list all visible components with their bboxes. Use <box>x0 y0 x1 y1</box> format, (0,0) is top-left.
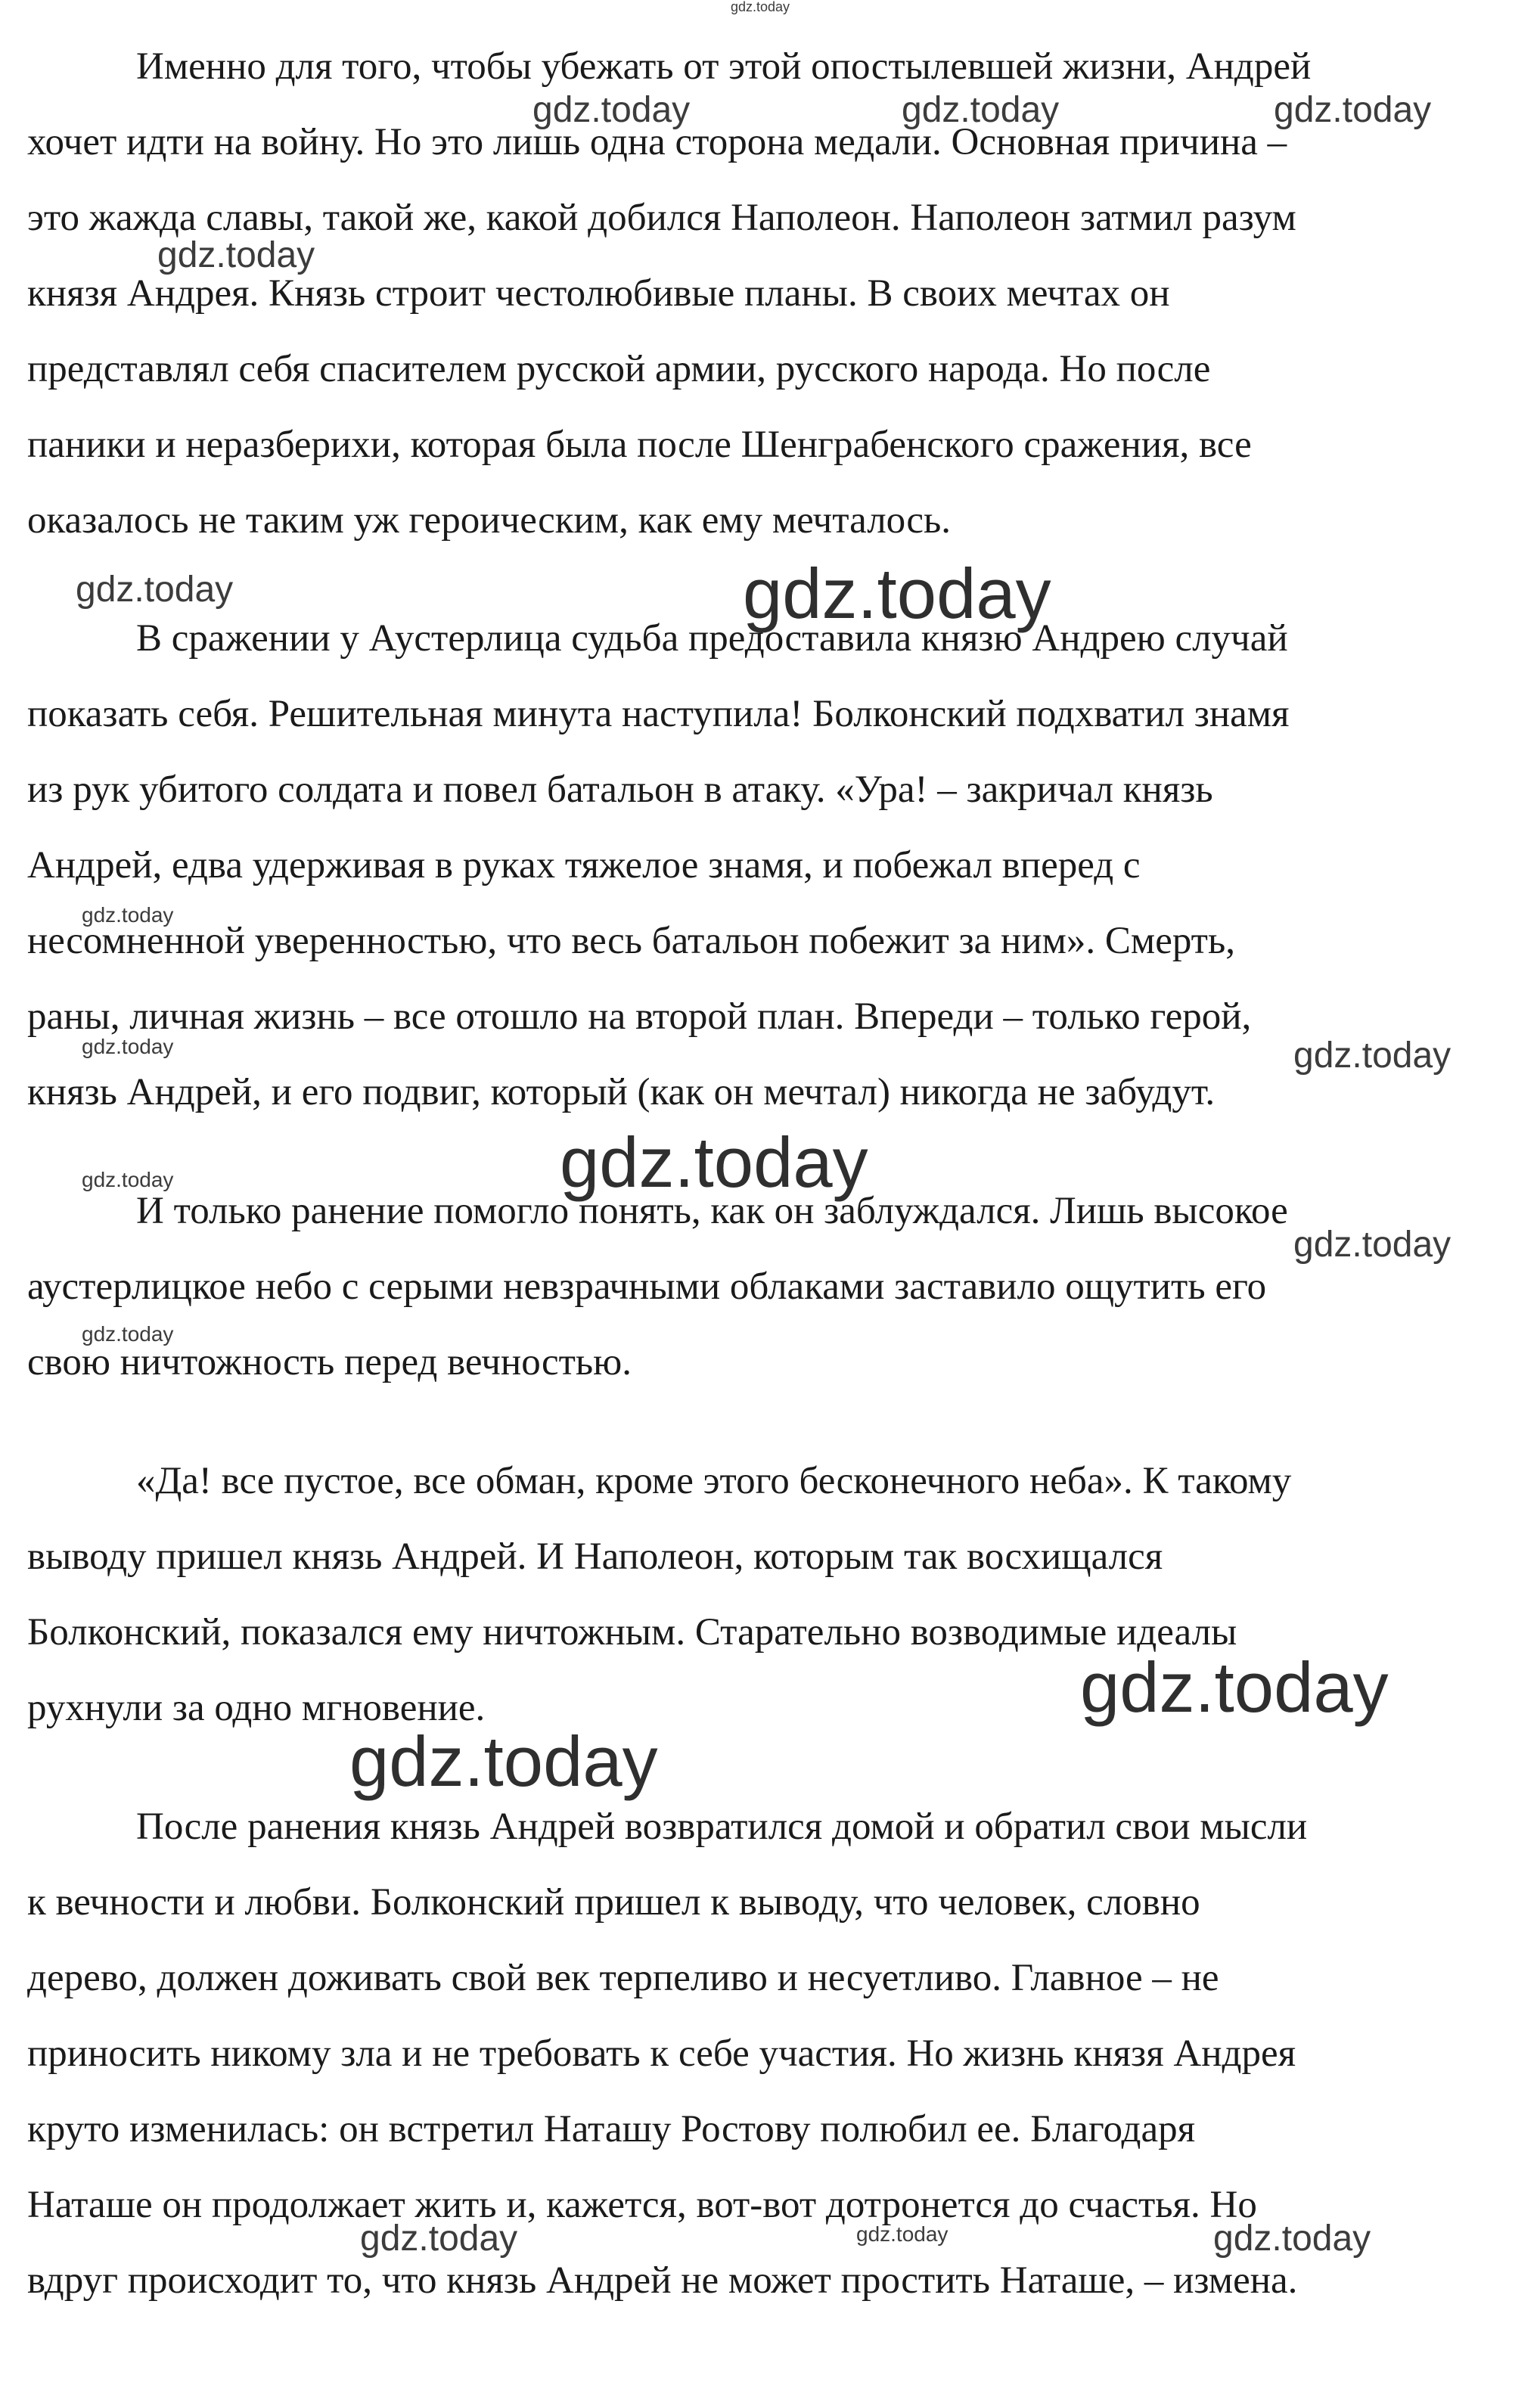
paragraph-line: Болконский, показался ему ничтожным. Старательно возводимые идеалы <box>27 1611 1237 1654</box>
paragraph-line: круто изменилась: он встретил Наташу Ростову полюбил ее. Благодаря <box>27 2108 1196 2150</box>
paragraph-line: паники и неразберихи, которая была после Шенграбенского сражения, все <box>27 424 1252 466</box>
paragraph-1 <box>27 29 1479 558</box>
paragraph-line: аустерлицкое небо с серыми невзрачными облаками заставило ощутить его <box>27 1265 1267 1308</box>
paragraph-line: из рук убитого солдата и повел батальон в атаку. «Ура! – закричал князь <box>27 769 1213 811</box>
paragraph-line: князь Андрей, и его подвиг, который (как он мечтал) никогда не забудут. <box>27 1071 1216 1113</box>
watermark: gdz.today <box>560 1123 868 1202</box>
watermark: gdz.today <box>360 2219 518 2259</box>
paragraph-line: князя Андрея. Князь строит честолюбивые планы. В своих мечтах он <box>27 272 1170 315</box>
paragraph-line: И только ранение помогло понять, как он заблуждался. Лишь высокое <box>136 1190 1288 1232</box>
watermark: gdz.today <box>902 90 1060 130</box>
paragraph-line: Андрей, едва удерживая в руках тяжелое знамя, и побежал вперед с <box>27 844 1141 887</box>
paragraph-line: Именно для того, чтобы убежать от этой опостылевшей жизни, Андрей <box>136 45 1312 88</box>
paragraph-line: свою ничтожность перед вечностью. <box>27 1341 632 1383</box>
paragraph-line: рухнули за одно мгновение. <box>27 1687 486 1729</box>
watermark: gdz.today <box>1293 1225 1452 1265</box>
watermark: gdz.today <box>76 570 234 610</box>
paragraph-line: «Да! все пустое, все обман, кроме этого бесконечного неба». К такому <box>136 1460 1292 1502</box>
paragraph-line: показать себя. Решительная минута наступила! Болконский подхватил знамя <box>27 693 1290 735</box>
paragraph-line: раны, личная жизнь – все отошло на второй план. Впереди – только герой, <box>27 995 1252 1038</box>
paragraph-line: это жажда славы, такой же, какой добился Наполеон. Наполеон затмил разум <box>27 197 1296 239</box>
paragraph-line: Наташе он продолжает жить и, кажется, вот-вот дотронется до счастья. Но <box>27 2184 1257 2226</box>
paragraph-line: выводу пришел князь Андрей. И Наполеон, которым так восхищался <box>27 1536 1163 1578</box>
watermark: gdz.today <box>157 235 315 275</box>
watermark: gdz.today <box>1080 1647 1389 1727</box>
watermark: gdz.today <box>82 1322 174 1346</box>
paragraph-line: представлял себя спасителем русской армии, русского народа. Но после <box>27 348 1211 390</box>
paragraph-line: несомненной уверенностью, что весь батальон побежит за ним». Смерть, <box>27 920 1235 962</box>
watermark: gdz.today <box>349 1722 658 1801</box>
paragraph-3 <box>27 1173 1479 1400</box>
paragraph-line: вдруг происходит то, что князь Андрей не может простить Наташе, – измена. <box>27 2259 1298 2302</box>
watermark: gdz.today <box>856 2222 949 2246</box>
paragraph-line: После ранения князь Андрей возвратился домой и обратил свои мысли <box>136 1806 1308 1848</box>
paragraph-line: приносить никому зла и не требовать к себе участия. Но жизнь князя Андрея <box>27 2032 1296 2075</box>
paragraph-line: оказалось не таким уж героическим, как ему мечталось. <box>27 499 952 542</box>
watermark: gdz.today <box>82 1035 174 1058</box>
paragraph-5 <box>27 1789 1479 2318</box>
paragraph-line: хочет идти на войну. Но это лишь одна сторона медали. Основная причина – <box>27 121 1287 163</box>
watermark: gdz.today <box>731 0 790 14</box>
watermark: gdz.today <box>1293 1036 1452 1076</box>
watermark: gdz.today <box>743 554 1051 633</box>
watermark: gdz.today <box>532 90 691 130</box>
watermark: gdz.today <box>1213 2219 1371 2259</box>
watermark: gdz.today <box>82 1168 174 1191</box>
paragraph-line: дерево, должен доживать свой век терпеливо и несуетливо. Главное – не <box>27 1957 1219 1999</box>
paragraph-4 <box>27 1443 1479 1746</box>
paragraph-line: к вечности и любви. Болконский пришел к выводу, что человек, словно <box>27 1881 1200 1924</box>
paragraph-2 <box>27 601 1479 1130</box>
paragraph-line: В сражении у Аустерлица судьба предоставила князю Андрею случай <box>136 617 1288 660</box>
watermark: gdz.today <box>1274 90 1432 130</box>
watermark: gdz.today <box>82 903 174 927</box>
